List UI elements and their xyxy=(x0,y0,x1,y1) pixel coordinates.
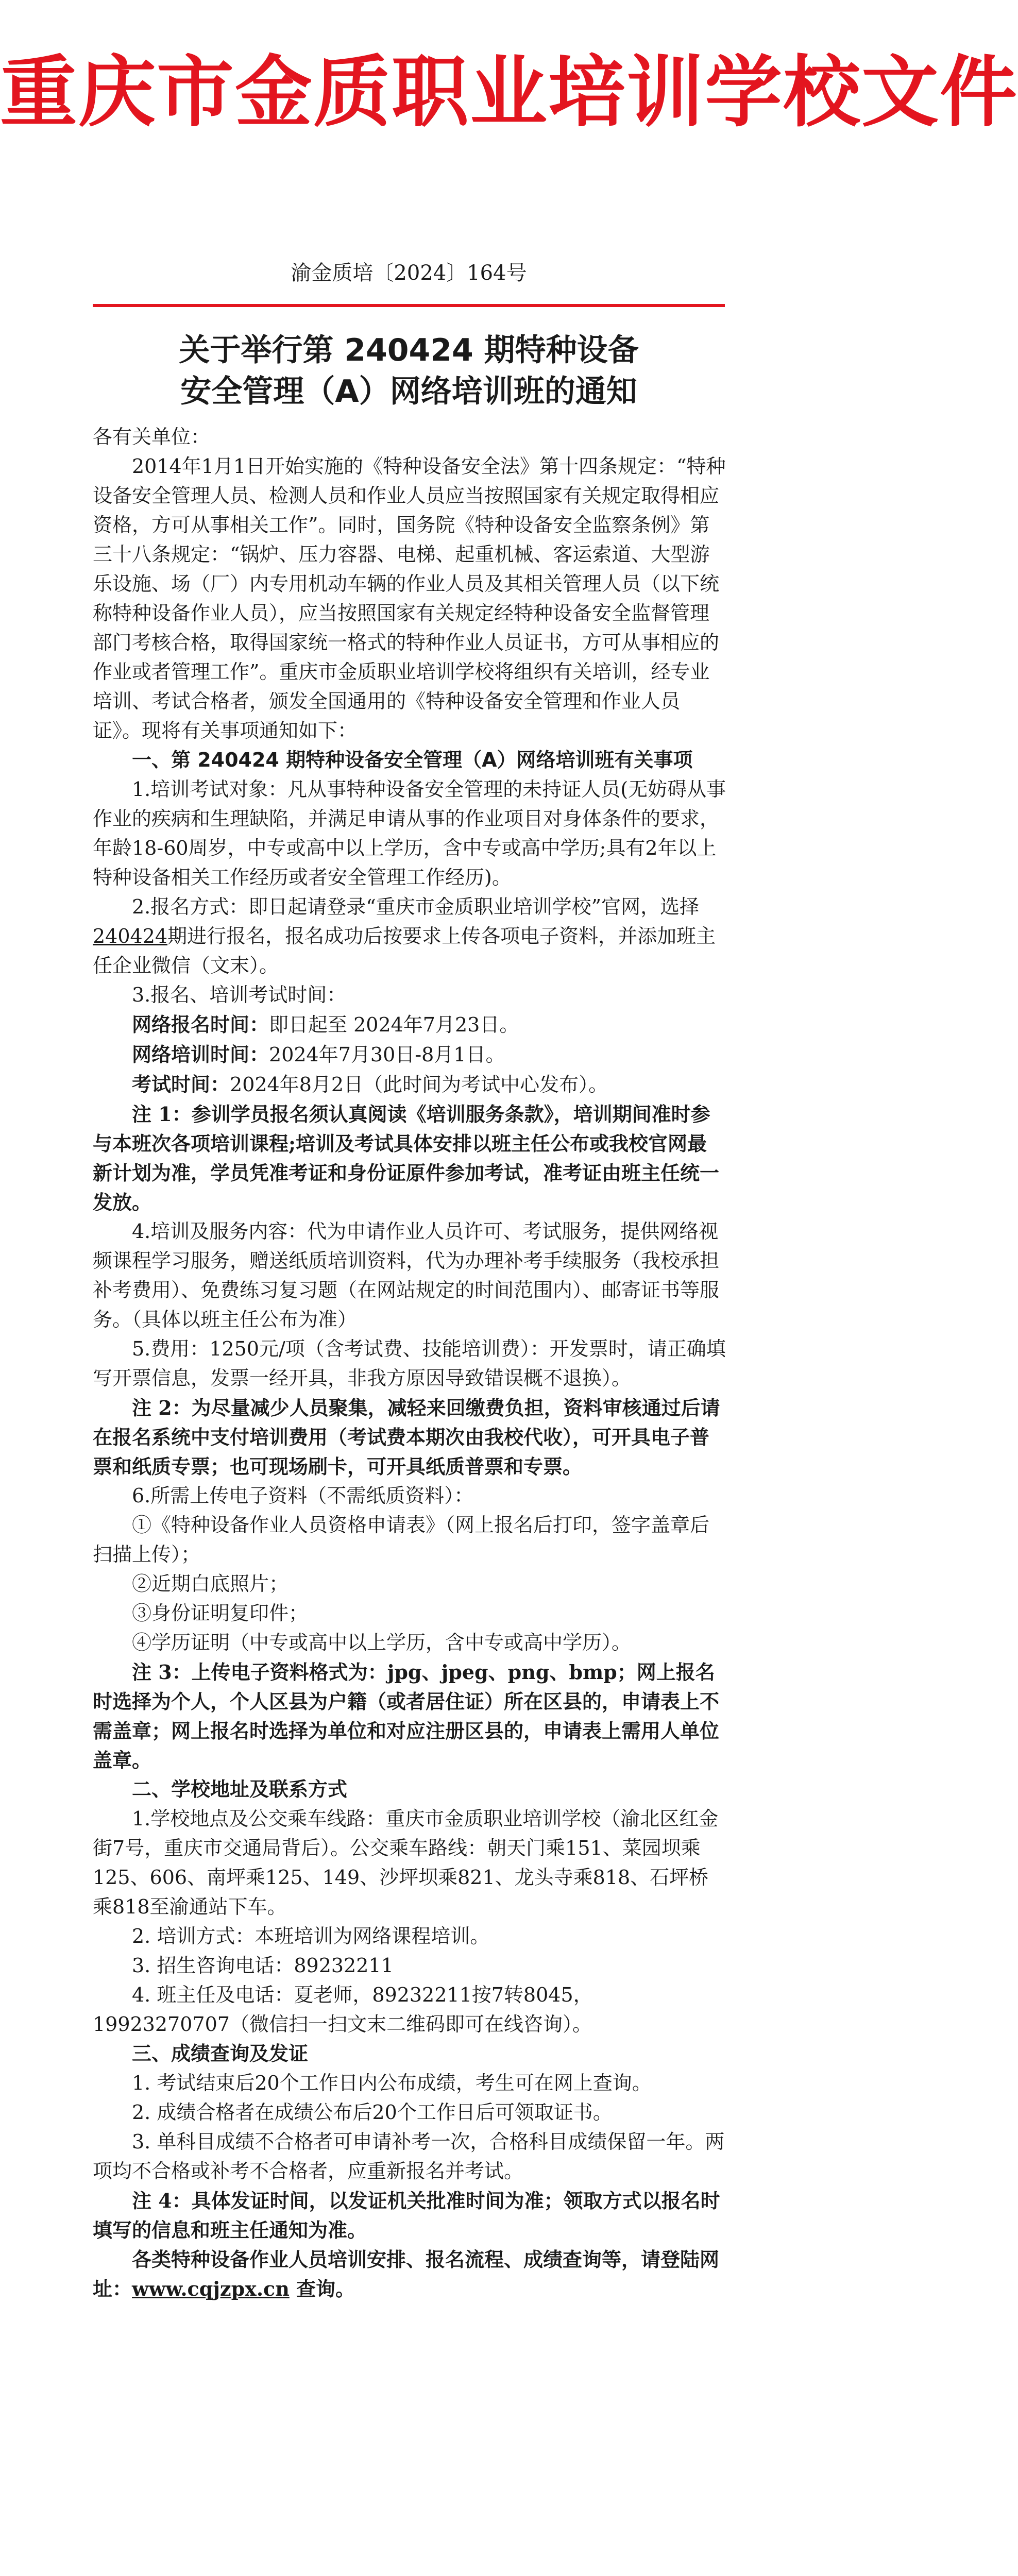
exam-time-value: 2024年8月2日（此时间为考试中心发布）。 xyxy=(230,1073,608,1096)
notice-title-line-2: 安全管理（A）网络培训班的通知 xyxy=(180,374,637,410)
salutation: 各有关单位： xyxy=(93,426,211,448)
notice-title-line-1: 关于举行第 240424 期特种设备 xyxy=(179,332,639,368)
intro-paragraph: 2014年1月1日开始实施的《特种设备安全法》第十四条规定：“特种设备安全管理人员、检测人员和作业人员应当按照国家有关规定取得相应资格，方可从事相关工作”。同时，国务院《特种设备安全监察条例》第三十八条规定：“锅炉、压力容器、电梯、起重机械、客运索道、大型游乐设施、场（厂）内专用机动车辆的作业人员及其相关管理人员（以下统称特种设备作业人员），应当按照国家有关规定经特种设备安全监督管理部门考核合格，取得国家统一格式的特种作业人员证书，方可从事相应的作业或者管理工作”。重庆市金质职业培训学校将组织有关培训，经专业培训、考试合格者，颁发全国通用的《特种设备安全管理和作业人员证》。现将有关事项通知如下： xyxy=(93,455,726,742)
section-3-title: 三、成绩查询及发证 xyxy=(132,2042,309,2065)
closing-paragraph xyxy=(93,2245,726,2303)
red-divider-line xyxy=(93,304,725,307)
score-publish: 1. 考试结束后20个工作日内公布成绩，考生可在网上查询。 xyxy=(132,2072,652,2094)
closing-text-b: 查询。 xyxy=(289,2277,355,2300)
website-link[interactable]: www.cqjzpx.cn xyxy=(132,2277,290,2300)
note-3-part-a: 注 3：上传电子资料格式为：jpg、jpeg、png、bmp；网上报名时选择为个人，个人区县为户籍（或者居住证）所在区县的，申请表上不需盖章； xyxy=(93,1660,720,1742)
document-body xyxy=(93,422,726,2303)
item-2-registration xyxy=(93,892,726,980)
section-2-title: 二、学校地址及联系方式 xyxy=(132,1778,348,1801)
training-time xyxy=(93,1040,726,1070)
registration-time xyxy=(93,1010,726,1040)
registration-time-value: 即日起至 2024年7月23日。 xyxy=(269,1013,519,1036)
notice-title xyxy=(0,330,818,412)
training-method: 2. 培训方式：本班培训为网络课程培训。 xyxy=(132,1925,490,1947)
item-2-text-a: 2.报名方式：即日起请登录“重庆市金质职业培训学校”官网，选择 xyxy=(132,895,700,918)
document-header-title: 重庆市金质职业培训学校文件 xyxy=(0,48,1018,138)
note-1: 注 1：参训学员报名须认真阅读《培训服务条款》，培训期间准时参与本班次各项培训课程;培训及考试具体安排以班主任公布或我校官网最新计划为准，学员凭准考证和身份证原件参加考试，准考证由班主任统一发放。 xyxy=(93,1103,720,1214)
enrollment-phone: 3. 招生咨询电话：89232211 xyxy=(132,1954,394,1977)
exam-time xyxy=(93,1070,726,1099)
note-3-part-b: 网上报名时选择为单位和对应注册区县的，申请表上需用人单位盖章。 xyxy=(93,1719,720,1772)
item-2-text-b: 期进行报名，报名成功后按要求上传各项电子资料，并添加班主任企业微信（文末）。 xyxy=(93,925,716,977)
item-6-materials: 6.所需上传电子资料（不需纸质资料）： xyxy=(132,1484,474,1507)
item-1-target: 1.培训考试对象：凡从事特种设备安全管理的未持证人员(无妨碍从事作业的疾病和生理缺陷，并满足申请从事的作业项目对身体条件的要求，年龄18-60周岁，中专或高中以上学历，含中专或高中学历;具有2年以上特种设备相关工作经历或者安全管理工作经历)。 xyxy=(93,778,726,889)
item-4-services: 4.培训及服务内容：代为申请作业人员许可、考试服务，提供网络视频课程学习服务，赠送纸质培训资料，代为办理补考手续服务（我校承担补考费用）、免费练习复习题（在网站规定的时间范围内）、邮寄证书等服务。（具体以班主任公布为准） xyxy=(93,1220,720,1331)
material-3: ③身份证明复印件； xyxy=(132,1602,309,1624)
class-teacher-contact: 4. 班主任及电话：夏老师，89232211按7转8045，19923270707（微信扫一扫文末二维码即可在线咨询）。 xyxy=(93,1984,593,2036)
section-1-title: 一、第 240424 期特种设备安全管理（A）网络培训班有关事项 xyxy=(132,749,693,771)
training-time-label: 网络培训时间： xyxy=(132,1043,269,1066)
note-2: 注 2：为尽量减少人员聚集，减轻来回缴费负担，资料审核通过后请在报名系统中支付培训费用（考试费本期次由我校代收），可开具电子普票和纸质专票；也可现场刷卡，可开具纸质普票和专票。 xyxy=(93,1396,720,1478)
training-time-value: 2024年7月30日-8月1日。 xyxy=(269,1043,505,1066)
exam-time-label: 考试时间： xyxy=(132,1073,230,1096)
item-5-fees: 5.费用：1250元/项（含考试费、技能培训费）：开发票时，请正确填写开票信息，发票一经开具，非我方原因导致错误概不退换）。 xyxy=(93,1337,726,1389)
material-1: ①《特种设备作业人员资格申请表》（网上报名后打印，签字盖章后扫描上传）； xyxy=(93,1514,710,1566)
note-4: 注 4：具体发证时间，以发证机关批准时间为准；领取方式以报名时填写的信息和班主任通知为准。 xyxy=(93,2189,720,2242)
school-address: 1.学校地点及公交乘车线路：重庆市金质职业培训学校（渝北区红金街7号，重庆市交通局背后）。公交乘车路线：朝天门乘151、菜园坝乘125、606、南坪乘125、149、沙坪坝乘821、龙头寺乘818、石坪桥乘818至渝通站下车。 xyxy=(93,1807,719,1918)
item-2-class-code: 240424 xyxy=(93,925,168,947)
registration-time-label: 网络报名时间： xyxy=(132,1013,269,1036)
retake-rule: 3. 单科目成绩不合格者可申请补考一次，合格科目成绩保留一年。两项均不合格或补考不合格者，应重新报名并考试。 xyxy=(93,2130,725,2182)
document-number: 渝金质培〔2024〕164号 xyxy=(291,261,527,285)
item-3-schedule: 3.报名、培训考试时间： xyxy=(132,984,347,1006)
material-4: ④学历证明（中专或高中以上学历，含中专或高中学历）。 xyxy=(132,1631,632,1654)
certificate-collection: 2. 成绩合格者在成绩公布后20个工作日后可领取证书。 xyxy=(132,2101,613,2124)
material-2: ②近期白底照片； xyxy=(132,1572,289,1595)
closing-text-a: 各类特种设备作业人员培训安排、报名流程、成绩查询等，请登陆网址： xyxy=(93,2248,720,2300)
note-3 xyxy=(93,1657,726,1775)
